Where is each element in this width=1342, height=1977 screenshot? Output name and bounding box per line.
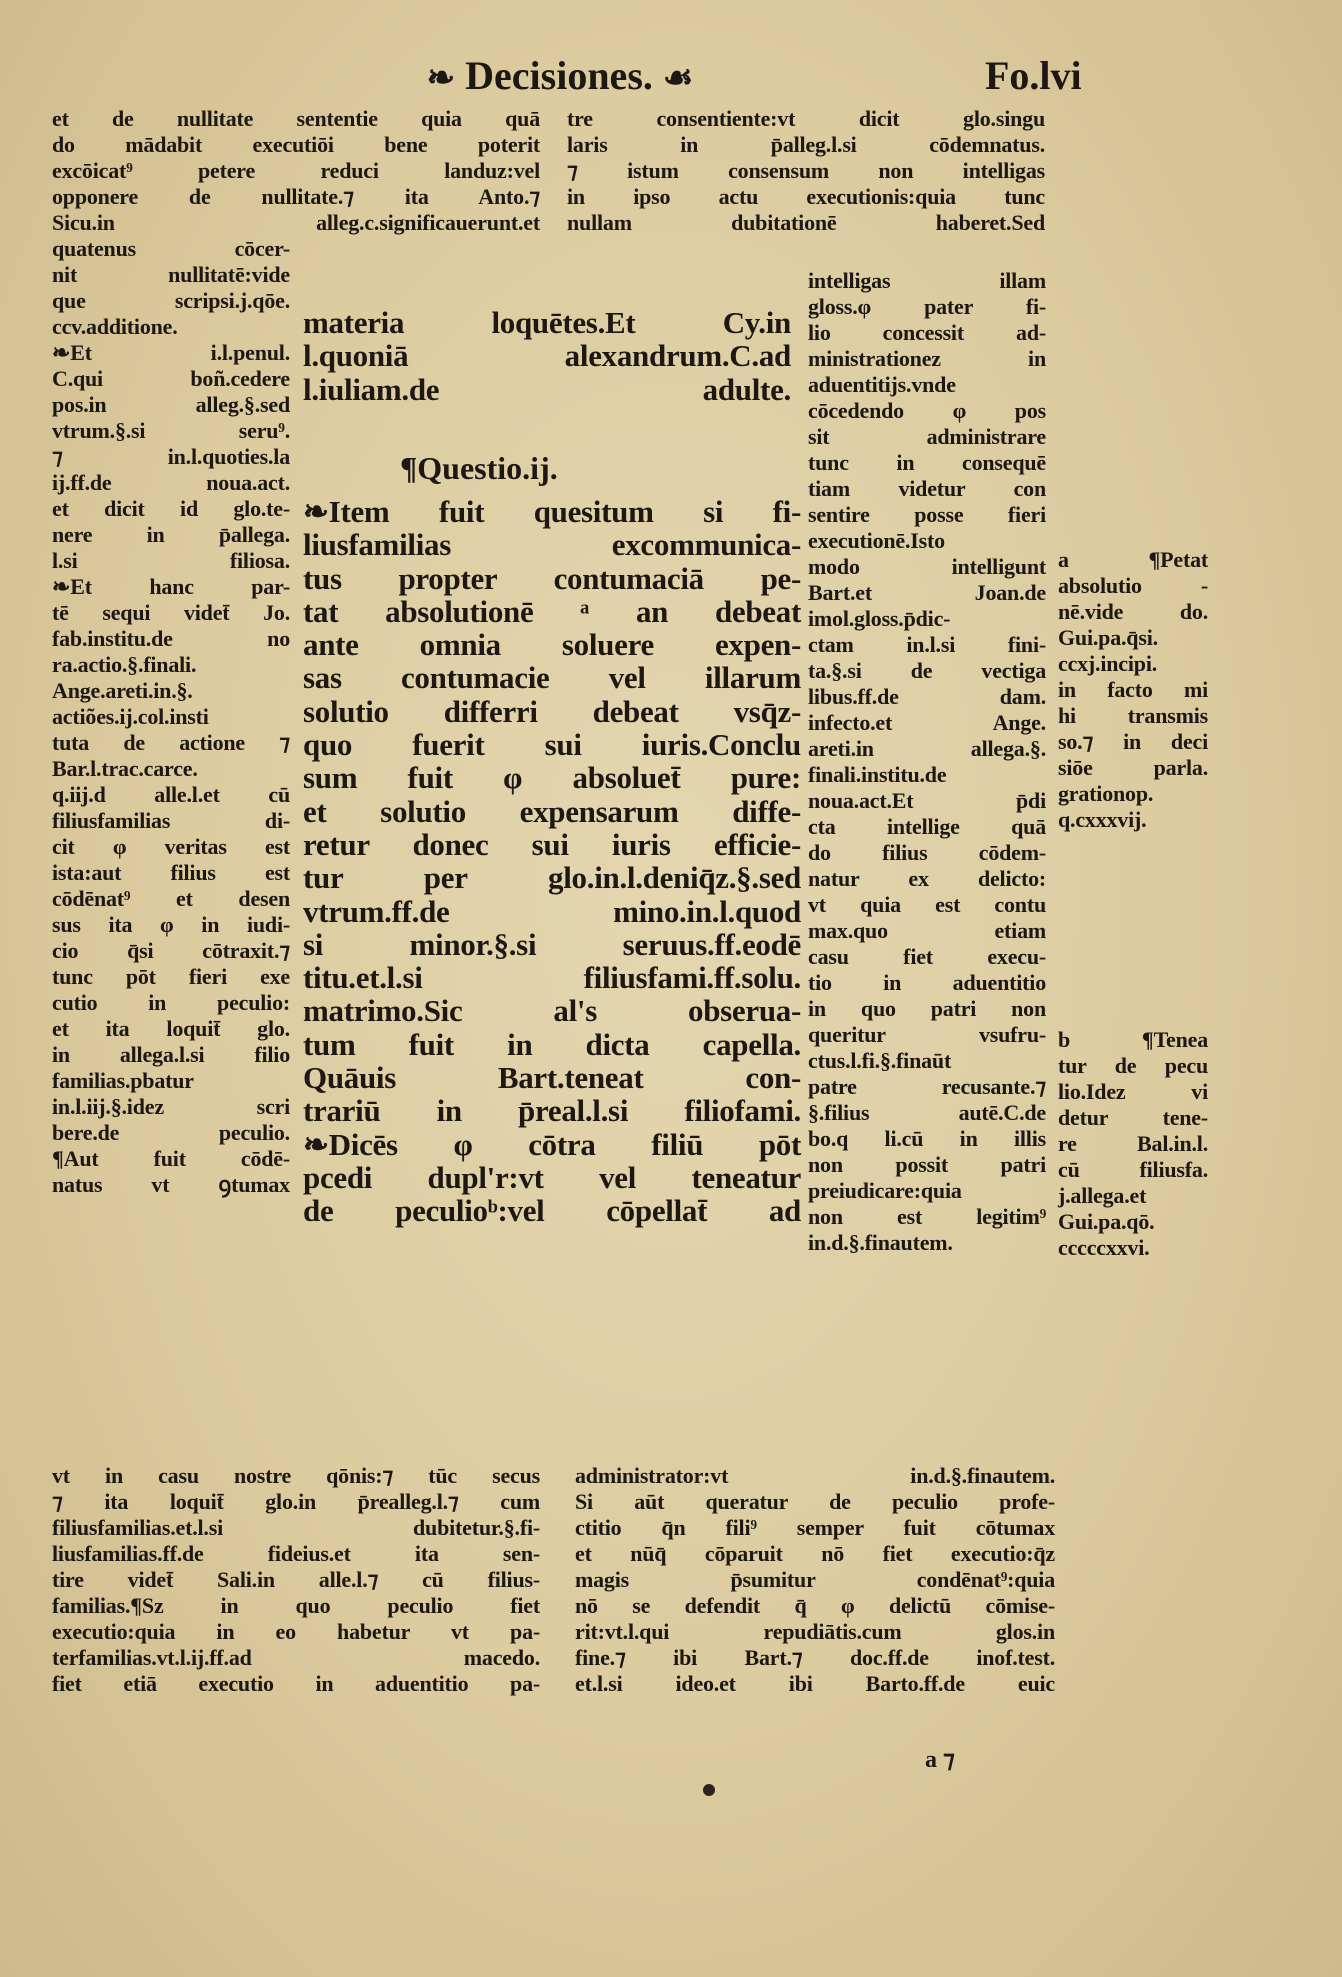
text-line: tat absolutionē ᵃ an debeat <box>303 593 801 629</box>
text-line: patre recusante.⁊ <box>808 1074 1046 1099</box>
text-line: tur de pecu <box>1058 1053 1208 1078</box>
text-line: de peculioᵇ:vel cōpellat̄ ad <box>303 1193 801 1229</box>
text-line: j.allega.et <box>1058 1183 1147 1208</box>
text-line: detur tene- <box>1058 1105 1208 1130</box>
text-line: vt in casu nostre qōnis:⁊ tūc secus <box>52 1463 540 1488</box>
signature-mark: a ⁊ <box>925 1747 955 1773</box>
text-line: ta.§.si de vectiga <box>808 658 1046 683</box>
text-line: filiusfamilias.et.l.si dubitetur.§.fi- <box>52 1515 540 1540</box>
text-line: sus ita φ in iudi- <box>52 912 290 937</box>
text-line: cccccxxvi. <box>1058 1235 1150 1260</box>
text-line: re Bal.in.l. <box>1058 1131 1208 1156</box>
margin-note-b <box>1058 1027 1208 1261</box>
text-line: §.filius autē.C.de <box>808 1100 1046 1125</box>
text-line: sas contumacie vel illarum <box>303 660 801 696</box>
text-line: materia loquētes.Et Cy.in <box>303 305 791 340</box>
text-line: modo intelligunt <box>808 554 1046 579</box>
text-line: tiam videtur con <box>808 476 1046 501</box>
text-line: b ¶Tenea <box>1058 1027 1208 1052</box>
text-line: cū filiusfa. <box>1058 1157 1208 1182</box>
text-line: infecto.et Ange. <box>808 710 1046 735</box>
text-line: bo.q li.cū in illis <box>808 1126 1046 1151</box>
text-line: so.⁊ in deci <box>1058 729 1208 754</box>
text-line: in ipso actu executionis:quia tunc <box>567 184 1045 209</box>
text-line: ❧Dicēs φ cōtra filiū pōt <box>303 1126 801 1162</box>
text-line: in facto mi <box>1058 677 1208 702</box>
text-line: et nūq̄ cōparuit nō fiet executio:q̄z <box>575 1541 1055 1566</box>
text-line: ctus.l.fi.§.finaūt <box>808 1048 952 1073</box>
text-line: ministrationez in <box>808 346 1046 371</box>
text-line: cio q̄si cōtraxit.⁊ <box>52 938 290 963</box>
text-line: ctam in.l.si fini- <box>808 632 1046 657</box>
fleuron-right-icon: ☙ <box>662 60 694 97</box>
text-line: ⁊ istum consensum non intelligas <box>567 158 1045 183</box>
text-line: lio.Idez vi <box>1058 1079 1208 1104</box>
text-line: liusfamilias excommunica- <box>303 527 801 563</box>
text-line: sit administrare <box>808 424 1046 449</box>
text-line: et dicit id glo.te- <box>52 496 290 521</box>
text-line: quatenus cōcer- <box>52 236 290 261</box>
text-line: q.cxxxvij. <box>1058 807 1147 832</box>
text-line: siōe parla. <box>1058 755 1208 780</box>
gloss-top-right <box>567 106 1045 236</box>
text-line: ista:aut filius est <box>52 860 290 885</box>
text-line: Si aūt queratur de peculio profe- <box>575 1489 1055 1514</box>
text-line: que scripsi.j.qōe. <box>52 288 290 313</box>
text-line: cutio in peculio: <box>52 990 290 1015</box>
text-line: ⁊ ita loquit̄ glo.in p̄realleg.l.⁊ cum <box>52 1489 540 1514</box>
main-text-body <box>303 495 801 1228</box>
text-line: lio concessit ad- <box>808 320 1046 345</box>
text-line: ra.actio.§.finali. <box>52 652 197 677</box>
text-line: Sicu.in alleg.c.significauerunt.et <box>52 210 540 235</box>
text-line: ctitio q̄n fili⁹ semper fuit cōtumax <box>575 1515 1055 1540</box>
text-line: Quāuis Bart.teneat con- <box>303 1060 801 1096</box>
text-line: vtrum.ff.de mino.in.l.quod <box>303 893 801 929</box>
gloss-bottom-right <box>575 1463 1055 1697</box>
text-line: queritur vsufru- <box>808 1022 1046 1047</box>
text-line: matrimo.Sic al's obserua- <box>303 993 801 1029</box>
text-line: bere.de peculio. <box>52 1120 290 1145</box>
text-line: max.quo etiam <box>808 918 1046 943</box>
text-line: pcedi dupl'r:vt vel teneatur <box>303 1159 801 1195</box>
text-line: et de nullitate sententie quia quā <box>52 106 540 131</box>
text-line: ¶Aut fuit cōdē- <box>52 1146 290 1171</box>
text-line: casu fiet execu- <box>808 944 1046 969</box>
text-line: ❧Et hanc par- <box>52 574 290 599</box>
text-line: absolutio - <box>1058 573 1208 598</box>
text-line: nullam dubitationē haberet.Sed <box>567 210 1045 235</box>
text-line: administrator:vt in.d.§.finautem. <box>575 1463 1055 1488</box>
text-line: in allega.l.si filio <box>52 1042 290 1067</box>
main-text-intro <box>303 306 791 406</box>
text-line: l.si filiosa. <box>52 548 290 573</box>
text-line: non possit patri <box>808 1152 1046 1177</box>
text-line: intelligas illam <box>808 268 1046 293</box>
text-line: nit nullitatē:vide <box>52 262 290 287</box>
text-line: cta intellige quā <box>808 814 1046 839</box>
text-line: C.qui boñ.cedere <box>52 366 290 391</box>
text-line: cōcedendo φ pos <box>808 398 1046 423</box>
text-line: ccv.additione. <box>52 314 178 339</box>
text-line: l.quoniā alexandrum.C.ad <box>303 338 791 374</box>
text-line: tuta de actione ⁊ <box>52 730 290 755</box>
folio-number: Fo.lvi <box>985 53 1082 98</box>
text-line: ❧Et i.l.penul. <box>52 340 290 365</box>
text-line: retur donec sui iuris efficie- <box>303 826 801 862</box>
text-line: cit φ veritas est <box>52 834 290 859</box>
text-line: solutio differri debeat vsq̄z- <box>303 693 801 729</box>
text-line: sum fuit φ absoluet̄ pure: <box>303 760 801 796</box>
text-line: nere in p̄allega. <box>52 522 290 547</box>
text-line: liusfamilias.ff.de fideius.et ita sen- <box>52 1541 540 1566</box>
text-line: tunc in consequē <box>808 450 1046 475</box>
text-line: familias.¶Sz in quo peculio fiet <box>52 1593 540 1618</box>
text-line: magis p̄sumitur condēnat⁹:quia <box>575 1567 1055 1592</box>
gloss-top-left <box>52 106 540 236</box>
text-line: do mādabit executiōi bene poterit <box>52 132 540 157</box>
text-line: et solutio expensarum diffe- <box>303 793 801 829</box>
text-line: q.iij.d alle.l.et cū <box>52 782 290 807</box>
text-line: tunc pōt fieri exe <box>52 964 290 989</box>
text-line: tire videt̄ Sali.in alle.l.⁊ cū filius- <box>52 1567 540 1592</box>
gloss-right-column <box>808 268 1046 1256</box>
text-line: gloss.φ pater fi- <box>808 294 1046 319</box>
text-line: natus vt ꝯtumax <box>52 1172 290 1197</box>
text-line: ccxj.incipi. <box>1058 651 1158 676</box>
text-line: actiões.ij.col.insti <box>52 704 209 729</box>
text-line: in.l.iij.§.idez scri <box>52 1094 290 1119</box>
text-line: ante omnia soluere expen- <box>303 627 801 663</box>
text-line: fiet etiā executio in aduentitio pa- <box>52 1671 540 1696</box>
text-line: titu.et.l.si filiusfami.ff.solu. <box>303 960 801 996</box>
text-line: executionē.Isto <box>808 528 945 553</box>
text-line: executio:quia in eo habetur vt pa- <box>52 1619 540 1644</box>
text-line: si minor.§.si seruus.ff.eodē <box>303 926 801 962</box>
text-line: Bart.et Joan.de <box>808 580 1046 605</box>
text-line: nē.vide do. <box>1058 599 1208 624</box>
text-line: ⁊ in.l.quoties.la <box>52 444 290 469</box>
margin-note-a <box>1058 547 1208 833</box>
text-line: tē sequi videt̄ Jo. <box>52 600 290 625</box>
text-line: ❧Item fuit quesitum si fi- <box>303 494 801 529</box>
text-line: fab.institu.de no <box>52 626 290 651</box>
text-line: laris in p̄alleg.l.si cōdemnatus. <box>567 132 1045 157</box>
text-line: Ange.areti.in.§. <box>52 678 193 703</box>
text-line: tio in aduentitio <box>808 970 1046 995</box>
text-line: ij.ff.de noua.act. <box>52 470 290 495</box>
text-line: l.iuliam.de adulte. <box>303 371 791 407</box>
text-line: terfamilias.vt.l.ij.ff.ad macedo. <box>52 1645 540 1670</box>
text-line: Gui.pa.q̄si. <box>1058 625 1158 650</box>
questio-heading: ¶Questio.ij. <box>400 450 558 486</box>
text-line: finali.institu.de <box>808 762 947 787</box>
text-line: hi transmis <box>1058 703 1208 728</box>
text-line: excōicat⁹ petere reduci landuz:vel <box>52 158 540 183</box>
text-line: Gui.pa.qō. <box>1058 1209 1155 1234</box>
ink-spot <box>703 1784 715 1796</box>
text-line: in.d.§.finautem. <box>808 1230 953 1255</box>
text-line: libus.ff.de dam. <box>808 684 1046 709</box>
text-line: vt quia est contu <box>808 892 1046 917</box>
running-title <box>360 52 760 99</box>
text-line: imol.gloss.p̄dic- <box>808 606 951 631</box>
text-line: aduentitijs.vnde <box>808 372 956 397</box>
text-line: pos.in alleg.§.sed <box>52 392 290 417</box>
text-line: do filius cōdem- <box>808 840 1046 865</box>
text-line: non est legitim⁹ <box>808 1204 1046 1229</box>
text-line: familias.pbatur <box>52 1068 194 1093</box>
text-line: natur ex delicto: <box>808 866 1046 891</box>
text-line: cōdēnat⁹ et desen <box>52 886 290 911</box>
text-line: preiudicare:quia <box>808 1178 962 1203</box>
text-line: tum fuit in dicta capella. <box>303 1026 801 1062</box>
text-line: tre consentiente:vt dicit glo.singu <box>567 106 1045 131</box>
text-line: trariū in p̄real.l.si filiofami. <box>303 1093 801 1129</box>
text-line: tur per glo.in.l.deniq̄z.§.sed <box>303 860 801 896</box>
text-line: in quo patri non <box>808 996 1046 1021</box>
text-line: Bar.l.trac.carce. <box>52 756 198 781</box>
text-line: sentire posse fieri <box>808 502 1046 527</box>
text-line: noua.act.Et p̄di <box>808 788 1046 813</box>
running-title-text: Decisiones. <box>465 53 653 98</box>
text-line: vtrum.§.si seru⁹. <box>52 418 290 443</box>
text-line: et ita loquit̄ glo. <box>52 1016 290 1041</box>
text-line: grationop. <box>1058 781 1154 806</box>
text-line: opponere de nullitate.⁊ ita Anto.⁊ <box>52 184 540 209</box>
text-line: quo fuerit sui iuris.Conclu <box>303 727 801 763</box>
text-line: nō se defendit q̄ φ delictū cōmise- <box>575 1593 1055 1618</box>
text-line: filiusfamilias di- <box>52 808 290 833</box>
text-line: rit:vt.l.qui repudiātis.cum glos.in <box>575 1619 1055 1644</box>
text-line: a ¶Petat <box>1058 547 1208 572</box>
text-line: fine.⁊ ibi Bart.⁊ doc.ff.de inof.test. <box>575 1645 1055 1670</box>
gloss-left-column <box>52 236 290 1198</box>
gloss-bottom-left <box>52 1463 540 1697</box>
fleuron-left-icon: ❧ <box>426 60 456 97</box>
text-line: areti.in allega.§. <box>808 736 1046 761</box>
text-line: et.l.si ideo.et ibi Barto.ff.de euic <box>575 1671 1055 1696</box>
text-line: tus propter contumaciā pe- <box>303 560 801 596</box>
